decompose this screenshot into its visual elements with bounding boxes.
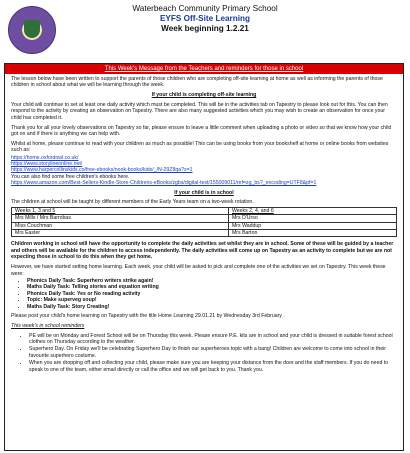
list-item: • Maths Daily Task: Telling stories and equation writing xyxy=(27,284,397,290)
inschool-heading: If your child is in school xyxy=(174,189,234,196)
title-block xyxy=(0,4,410,34)
offsite-heading: If your child is completing off-site learning xyxy=(151,92,257,99)
group-2-heading: Weeks 2, 4, and 6 xyxy=(228,207,396,214)
link-harpercollins[interactable]: https://www.harpercollinskids.co/free-ebooks/nook-books/kids/_/N-29Z8qa?s=1 xyxy=(11,167,193,174)
in-school-activities-paragraph: Children working in school will have the opportunity to complete the daily activities set whilst they are in school. Some of these will be guided by a teacher and others will be available for the children to access independently. The daily activities will come up on Tapestry as an activity to complete but we are not expecting those in school to do this when they get home. xyxy=(11,241,394,261)
list-item: • Maths Daily Task: Story Creating! xyxy=(27,304,397,310)
post-instructions: Please post your child's home learning on Tapestry with the title Home Learning 29.01.21 by Wednesday 3rd February . xyxy=(11,312,285,319)
school-name: Waterbeach Community Primary School xyxy=(132,4,278,13)
reminders-heading: This week's in school reminders xyxy=(11,322,85,329)
group-1-staff: Mrs Easter xyxy=(12,230,229,237)
group-2-staff: Mrs Waddup xyxy=(228,222,396,229)
staff-rotation-table xyxy=(11,207,397,238)
group-2-staff: Mrs Barton xyxy=(228,230,396,237)
reminders-list xyxy=(11,333,397,373)
inschool-paragraph: The children at school will be taught by different members of the Early Years team on a two-week rotation. xyxy=(11,199,254,206)
panel-content xyxy=(5,74,403,373)
book-links xyxy=(11,155,397,187)
list-item: • Phonics Daily Task: Superhero writers strike again! xyxy=(27,278,397,284)
table-row xyxy=(12,222,397,229)
table-row xyxy=(12,207,397,214)
home-learning-paragraph: However, we have started setting home learning. Each week, your child will be asked to pick and complete one of the activities we set on Tapestry. This week these were: xyxy=(11,264,386,277)
list-item: • When you are dropping off and collecting your child, please make sure you are keeping your distance from the door and the staff members. If you do need to speak to one of the team, either email directly or call the office and we will get back to you. Thank you. xyxy=(29,360,397,373)
panel-title-banner: This Week's Message from the Teachers and reminders for those in school xyxy=(5,64,403,74)
header xyxy=(0,0,410,62)
group-1-staff: Miss Couchman xyxy=(12,222,229,229)
link-oxford-owl[interactable]: https://home.oxfordowl.co.uk/ xyxy=(11,154,79,161)
page-title: EYFS Off-Site Learning xyxy=(159,14,251,23)
offsite-paragraph: Your child will continue to set at least one daily activity which must be completed. This will be in the activities tab on Tapestry to please look out for this. You can then respond to the activity by creating an observation on Tapestry. There are also many suggested activities which you may wish to create an observation for once your child has completed it. xyxy=(11,102,388,121)
link-storyline-online[interactable]: https://www.storylineonline.net/ xyxy=(11,161,83,168)
list-item: • Topic: Make superveg soup! xyxy=(27,297,397,303)
intro-paragraph: The lesson below have been written to support the parents of those children who are completing off-site learning at home as well as informing the parents of those children in school about what we will be learning through the week. xyxy=(11,76,383,89)
list-item: • Phonics Daily Task: Yes or No reading activity xyxy=(27,291,397,297)
thanks-paragraph: Thank you for all your lovely observations on Tapestry so far, please ensure to leave a little comment when uploading a photo or video so that we know how your child got on and if there is anything we can help with. xyxy=(11,124,392,138)
group-1-staff: Mrs Mills / Mrs Barrobas xyxy=(12,215,229,222)
list-item: • Superhero Day. On Friday we'll be celebrating Superhero Day to finish our superheroes topic with a bang! Children are welcome to come into school in their favourite superhero costume. xyxy=(29,346,397,359)
books-paragraph: Whilst at home, please continue to read with your children as much as possible! This can be using books from your bookshelf at home or online books from websites such as: xyxy=(11,140,389,154)
group-1-heading: Weeks 1, 3 and 5 xyxy=(12,207,229,214)
list-item: • PE will be on Monday and Forest School will be on Thursday this week. Please ensure P.E. kits are in school and your child is dressed in suitable forest school clothes on Thursday according to the weather. xyxy=(29,333,397,346)
home-learning-task-list xyxy=(11,278,397,310)
table-row xyxy=(12,230,397,237)
link-amazon-ebooks[interactable]: https://www.amazon.com/Best-Sellers-Kindle-Store-Childrens-eBooks/zgbs/digital-text/155009011/ref=zg_bs?_encoding=UTF8&pf=1 xyxy=(11,180,317,187)
children-ebooks-text: You can also find some free children's ebooks here. xyxy=(11,173,130,180)
message-panel xyxy=(4,63,404,451)
table-row xyxy=(12,215,397,222)
week-beginning: Week beginning 1.2.21 xyxy=(161,24,249,33)
group-2-staff: Mrs D'Urso xyxy=(228,215,396,222)
